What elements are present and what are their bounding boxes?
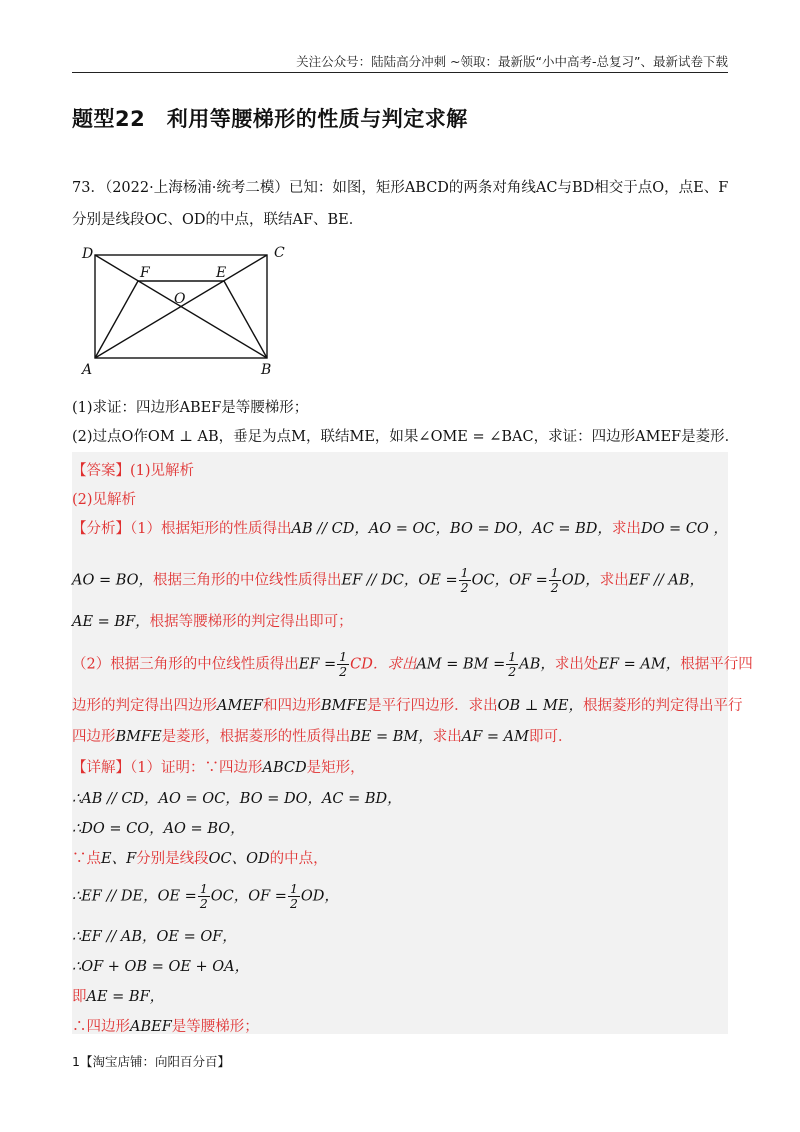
detail-line-1: ∴AB // CD，AO = OC，BO = DO，AC = BD， xyxy=(72,791,402,807)
analysis-line-4: （2）根据三角形的中位线性质得出EF = $\frac{1}{2}$ CD．求出AM = BM = $\frac{1}{2}$ AB，求出处EF = AM，根据平行四 xyxy=(72,649,753,679)
page-header: 关注公众号：陆陆高分冲刺 ~领取：最新版“小中高考-总复习”、最新试卷下载 xyxy=(296,54,728,69)
detail-line-6: ∴OF + OB = OE + OA， xyxy=(72,959,250,975)
segment-be xyxy=(224,281,267,358)
answer-1: (1)见解析 xyxy=(130,463,195,479)
label-f: F xyxy=(140,265,150,281)
problem-line-1: 73．（2022·上海杨浦·统考二模）已知：如图，矩形ABCD的两条对角线AC与BD相交于点O，点E、F xyxy=(72,180,729,196)
detail-line-7: 即AE = BF， xyxy=(72,989,165,1005)
detail-line-0: 【详解】（1）证明：∵四边形ABCD是矩形， xyxy=(72,760,365,776)
detail-line-2: ∴DO = CO，AO = BO， xyxy=(72,821,245,837)
fraction-half: $\frac{1}{2}$ xyxy=(339,649,348,679)
question-2: (2)过点O作OM ⊥ AB，垂足为点M，联结ME，如果∠OME = ∠BAC，求证：四边形AMEF是菱形． xyxy=(72,429,740,445)
page-footer: 1【淘宝店铺：向阳百分百】 xyxy=(72,1054,230,1069)
section-title: 题型22 利用等腰梯形的性质与判定求解 xyxy=(72,107,468,131)
question-1: (1)求证：四边形ABEF是等腰梯形； xyxy=(72,400,309,416)
label-o: O xyxy=(174,291,186,307)
analysis-line-3: AE = BF，根据等腰梯形的判定得出即可； xyxy=(72,614,353,630)
detail-line-3: ∵点E、F分别是线段OC、OD的中点， xyxy=(72,851,328,867)
fraction-half: $\frac{1}{2}$ xyxy=(199,881,208,911)
fraction-half: $\frac{1}{2}$ xyxy=(508,649,517,679)
answer-line-2: (2)见解析 xyxy=(72,492,137,508)
label-e: E xyxy=(216,265,227,281)
label-a: A xyxy=(82,362,93,378)
detail-line-4: ∴EF // DE，OE = $\frac{1}{2}$ OC，OF = $\frac{1}{2}$ OD， xyxy=(72,881,339,911)
fraction-half: $\frac{1}{2}$ xyxy=(550,565,559,595)
answer-label: 【答案】 xyxy=(72,463,130,479)
rectangle-figure xyxy=(78,240,298,380)
label-c: C xyxy=(274,245,285,261)
header-divider xyxy=(72,72,728,73)
analysis-line-5: 边形的判定得出四边形AMEF和四边形BMFE是平行四边形．求出OB ⊥ ME，根据菱形的判定得出平行 xyxy=(72,698,743,714)
fraction-half: $\frac{1}{2}$ xyxy=(460,565,469,595)
analysis-line-6: 四边形BMFE是菱形，根据菱形的性质得出BE = BM，求出AF = AM即可． xyxy=(72,729,573,745)
answer-line-1 xyxy=(72,459,194,480)
label-d: D xyxy=(82,246,94,262)
detail-line-8: ∴四边形ABEF是等腰梯形； xyxy=(72,1019,259,1035)
detail-line-5: ∴EF // AB，OE = OF， xyxy=(72,929,237,945)
analysis-line-1: 【分析】（1）根据矩形的性质得出AB // CD，AO = OC，BO = DO，AC = BD，求出DO = CO ， xyxy=(72,521,728,537)
segment-af xyxy=(95,281,138,358)
fraction-half: $\frac{1}{2}$ xyxy=(289,881,298,911)
problem-line-2: 分别是线段OC、OD的中点，联结AF、BE． xyxy=(72,212,364,228)
analysis-line-2: AO = BO，根据三角形的中位线性质得出EF // DC，OE = $\frac{1}{2}$ OC，OF = $\frac{1}{2}$ OD，求出EF // AB， xyxy=(72,565,705,595)
label-b: B xyxy=(261,362,272,378)
